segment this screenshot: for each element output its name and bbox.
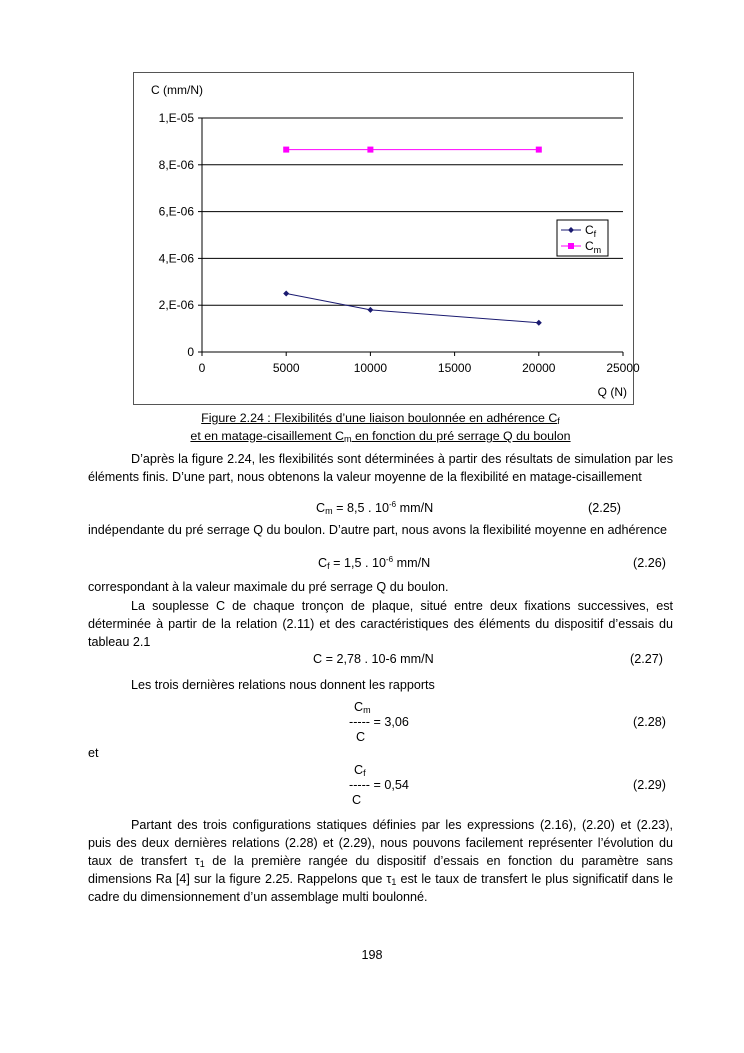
eq228-num-main: C — [354, 700, 364, 714]
x-tick-label-3: 15000 — [437, 361, 472, 375]
word-et: et — [88, 746, 99, 760]
paragraph-3: correspondant à la valeur maximale du pré serrage Q du boulon. — [88, 580, 449, 594]
p7-part-a: Partant des trois configurations statiques définies par les expressions (2.16), (2.20) et (2.23), puis des deux dernières relations (2.28) et (2.29), nous pouvons facilement représenter l’évolution du taux de transfert — [88, 818, 673, 868]
eq225-mid: = 8,5 . 10 — [332, 501, 389, 515]
equation-number-2-28: (2.28) — [633, 715, 666, 729]
chart-canvas — [134, 73, 640, 406]
x-tick-label-1: 5000 — [272, 361, 300, 375]
point-Cm-0 — [283, 147, 289, 153]
paragraph-4: La souplesse C de chaque tronçon de plaque, situé entre deux fixations successives, est déterminée à partir de la relation (2.11) et des caractéristiques des éléments du dispositif d’essais du tableau 2.1 — [88, 599, 673, 649]
caption-text-1: Figure 2.24 : Flexibilités d’une liaison boulonnée en adhérence C — [201, 411, 558, 425]
tau-symbol-2: τ — [386, 872, 392, 886]
eq228-numerator — [354, 700, 371, 714]
y-tick-label-1: 2,E-06 — [158, 298, 194, 313]
equation-number-2-27: (2.27) — [630, 652, 663, 666]
eq229-denominator: C — [352, 793, 362, 807]
equation-number-2-26: (2.26) — [633, 556, 666, 570]
tau-sub-1: 1 — [199, 859, 205, 869]
legend-marker-Cm — [568, 243, 574, 249]
eq226-post: mm/N — [393, 556, 431, 570]
equation-2-27: C = 2,78 . 10-6 mm/N — [313, 652, 434, 666]
caption-text-2: et en matage-cisaillement C — [190, 429, 344, 443]
legend-label-main-Cm: C — [585, 239, 594, 253]
point-Cm-2 — [536, 147, 542, 153]
legend-label-sub-Cf: f — [593, 229, 597, 239]
caption-sub-f: f — [557, 416, 560, 426]
eq229-num-sub: f — [363, 768, 366, 778]
page-number: 198 — [361, 948, 383, 962]
equation-2-25 — [316, 501, 433, 515]
figure-2-24-chart — [133, 72, 640, 405]
eq229-fraction-line: ----- = 0,54 — [349, 778, 409, 792]
paragraph-7 — [88, 816, 673, 906]
point-Cf-0 — [283, 291, 289, 297]
eq225-main: C — [316, 501, 326, 515]
x-tick-label-5: 25000 — [606, 361, 640, 375]
y-axis-label: C (mm/N) — [151, 83, 203, 97]
figure-caption-line2 — [88, 429, 673, 443]
x-tick-label-2: 10000 — [353, 361, 388, 375]
eq226-mid: = 1,5 . 10 — [329, 556, 386, 570]
caption-text-3: en fonction du pré serrage Q du boulon — [351, 429, 571, 443]
paragraph-2: indépendante du pré serrage Q du boulon. D’autre part, nous avons la flexibilité moyenne en adhérence — [88, 523, 667, 537]
legend-label-sub-Cm: m — [593, 245, 602, 255]
y-tick-label-4: 8,E-06 — [158, 157, 194, 172]
y-tick-label-5: 1,E-05 — [158, 111, 194, 125]
p7-part-c: est le taux de transfert le plus significatif dans le cadre du dimensionnement d’un assemblage multi boulonné. — [88, 872, 673, 904]
eq225-sub: m — [325, 506, 333, 516]
y-tick-label-2: 4,E-06 — [158, 251, 194, 266]
point-Cm-1 — [367, 147, 373, 153]
x-tick-label-4: 20000 — [522, 361, 556, 375]
eq226-main: C — [318, 556, 328, 570]
y-tick-label-0: 0 — [187, 345, 194, 359]
series-line-Cf — [286, 294, 539, 323]
paragraph-1: D’après la figure 2.24, les flexibilités sont déterminées à partir des résultats de simulation par les éléments finis. D’une part, nous obtenons la valeur moyenne de la flexibilité en matage-cisaillement — [88, 452, 673, 484]
eq225-exp: -6 — [388, 500, 397, 509]
eq228-num-sub: m — [363, 705, 371, 715]
figure-caption-line1 — [88, 411, 673, 425]
x-tick-label-0: 0 — [198, 361, 206, 375]
point-Cf-2 — [536, 320, 542, 326]
eq226-exp: -6 — [386, 555, 394, 564]
y-tick-label-3: 6,E-06 — [158, 204, 194, 219]
eq226-sub: f — [327, 561, 330, 571]
legend-label-main-Cf: C — [585, 223, 594, 237]
tau-sub-2: 1 — [391, 877, 397, 887]
point-Cf-1 — [367, 307, 373, 313]
equation-2-26 — [318, 556, 430, 570]
p7-part-b: de la première rangée du dispositif d’essais en fonction du paramètre sans dimensions Ra [4] sur la figure 2.25. Rappelons que — [88, 854, 673, 886]
eq229-num-main: C — [354, 763, 364, 777]
tau-symbol-1: τ — [194, 854, 200, 868]
eq228-denominator: C — [356, 730, 366, 744]
paragraph-5: Les trois dernières relations nous donnent les rapports — [131, 678, 435, 692]
caption-sub-m: m — [344, 434, 352, 444]
x-axis-label: Q (N) — [597, 385, 627, 399]
eq228-fraction-line: ----- = 3,06 — [349, 715, 409, 729]
equation-number-2-25: (2.25) — [588, 501, 621, 515]
equation-number-2-29: (2.29) — [633, 778, 666, 792]
eq229-numerator — [354, 763, 366, 777]
eq225-post: mm/N — [396, 501, 434, 515]
